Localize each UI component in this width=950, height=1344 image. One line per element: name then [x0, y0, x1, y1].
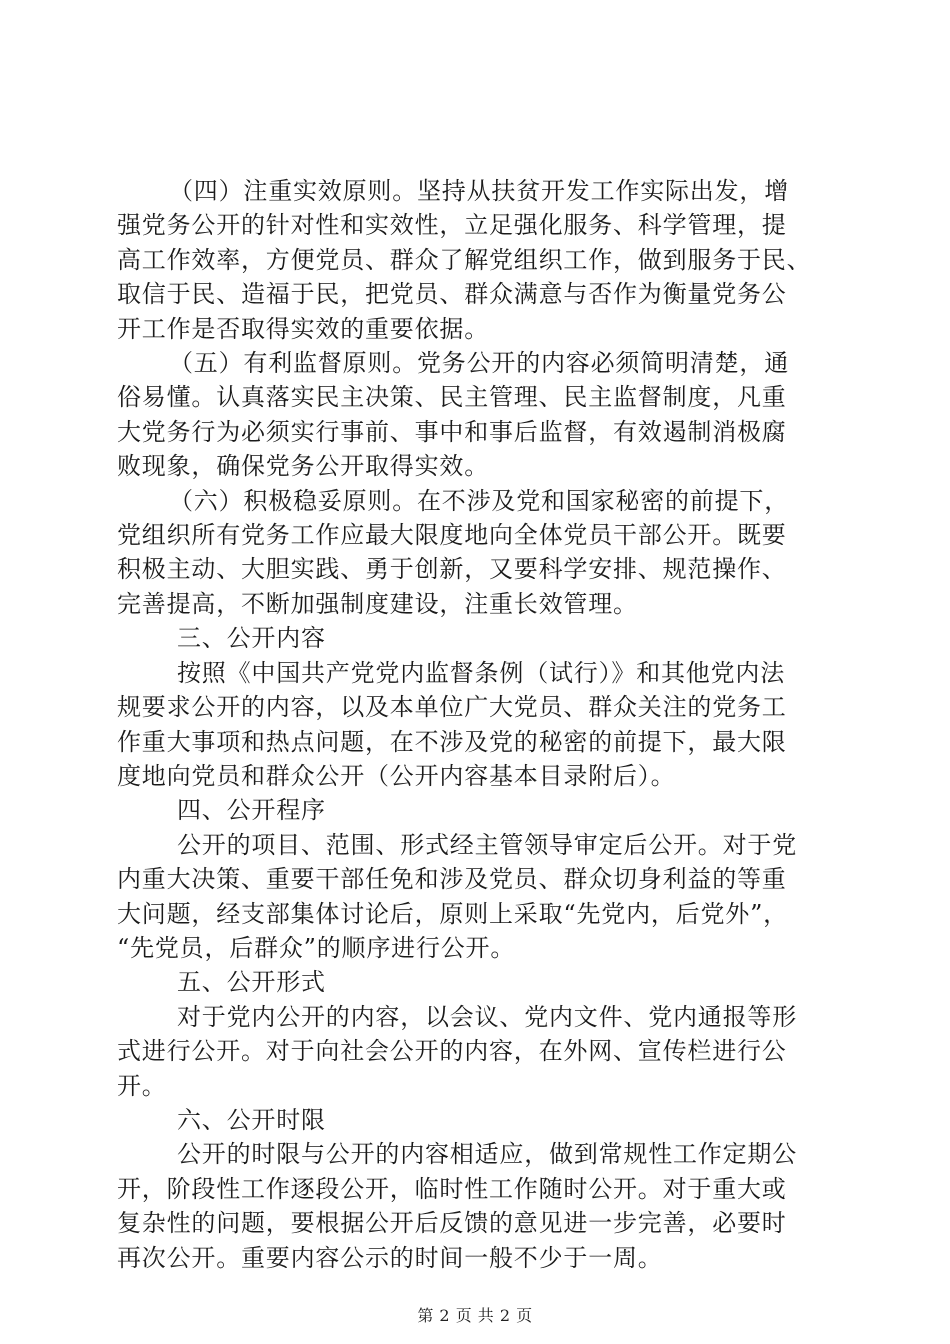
text-line: 完善提高，不断加强制度建设，注重长效管理。	[117, 589, 638, 618]
text-line: 强党务公开的针对性和实效性，立足强化服务、科学管理，提	[117, 211, 787, 240]
text-line: 作重大事项和热点问题，在不涉及党的秘密的前提下，最大限	[117, 727, 787, 756]
text-line: 公开的项目、范围、形式经主管领导审定后公开。对于党	[177, 830, 797, 859]
heading-line: 五、公开形式	[177, 968, 326, 997]
heading-line: 四、公开程序	[177, 796, 326, 825]
text-line: （四）注重实效原则。坚持从扶贫开发工作实际出发，增	[169, 177, 789, 205]
text-line: 公开的时限与公开的内容相适应，做到常规性工作定期公	[177, 1140, 797, 1169]
heading-line: 三、公开内容	[177, 624, 326, 653]
text-line: 党组织所有党务工作应最大限度地向全体党员干部公开。既要	[117, 521, 787, 550]
text-line: （五）有利监督原则。党务公开的内容必须简明清楚，通	[169, 349, 789, 378]
section-form-paragraph	[117, 1000, 847, 1103]
text-line: 大党务行为必须实行事前、事中和事后监督，有效遏制消极腐	[117, 417, 787, 446]
text-line: “先党员，后群众”的顺序进行公开。	[117, 933, 516, 962]
text-line: 开。	[117, 1071, 167, 1100]
text-line: 大问题，经支部集体讨论后，原则上采取“先党内，后党外”，	[117, 899, 788, 928]
text-line: 度地向党员和群众公开（公开内容基本目录附后）。	[117, 761, 676, 790]
section-heading-form	[117, 965, 847, 999]
heading-line: 六、公开时限	[177, 1105, 326, 1134]
text-line: 对于党内公开的内容，以会议、党内文件、党内通报等形	[177, 1002, 797, 1031]
principle-5-paragraph	[117, 346, 847, 484]
section-procedure-paragraph	[117, 828, 847, 966]
text-line: （六）积极稳妥原则。在不涉及党和国家秘密的前提下，	[169, 486, 789, 515]
text-line: 俗易懂。认真落实民主决策、民主管理、民主监督制度，凡重	[117, 383, 787, 412]
text-line: 败现象，确保党务公开取得实效。	[117, 452, 489, 481]
text-line: 开，阶段性工作逐段公开，临时性工作随时公开。对于重大或	[117, 1174, 787, 1203]
principle-6-paragraph	[117, 484, 847, 622]
document-body	[117, 174, 847, 1275]
text-line: 再次公开。重要内容公示的时间一般不少于一周。	[117, 1243, 663, 1272]
section-content-paragraph	[117, 656, 847, 794]
text-line: 积极主动、大胆实践、勇于创新，又要科学安排、规范操作、	[117, 555, 787, 584]
section-heading-procedure	[117, 793, 847, 827]
section-heading-time-limit	[117, 1103, 847, 1137]
text-line: 取信于民、造福于民，把党员、群众满意与否作为衡量党务公	[117, 280, 787, 309]
text-line: 规要求公开的内容，以及本单位广大党员、群众关注的党务工	[117, 693, 787, 722]
section-heading-content	[117, 621, 847, 655]
text-line: 高工作效率，方便党员、群众了解党组织工作，做到服务于民、	[117, 245, 812, 274]
text-line: 复杂性的问题，要根据公开后反馈的意见进一步完善，必要时	[117, 1209, 787, 1238]
text-line: 按照《中国共产党党内监督条例（试行）》和其他党内法	[177, 658, 785, 687]
text-line: 内重大决策、重要干部任免和涉及党员、群众切身利益的等重	[117, 865, 787, 894]
section-time-limit-paragraph	[117, 1137, 847, 1275]
page-footer	[0, 1303, 950, 1326]
page-indicator: 第 2 页 共 2 页	[417, 1306, 533, 1325]
text-line: 式进行公开。对于向社会公开的内容，在外网、宣传栏进行公	[117, 1037, 787, 1066]
principle-4-paragraph	[117, 174, 847, 346]
text-line: 开工作是否取得实效的重要依据。	[117, 314, 489, 343]
